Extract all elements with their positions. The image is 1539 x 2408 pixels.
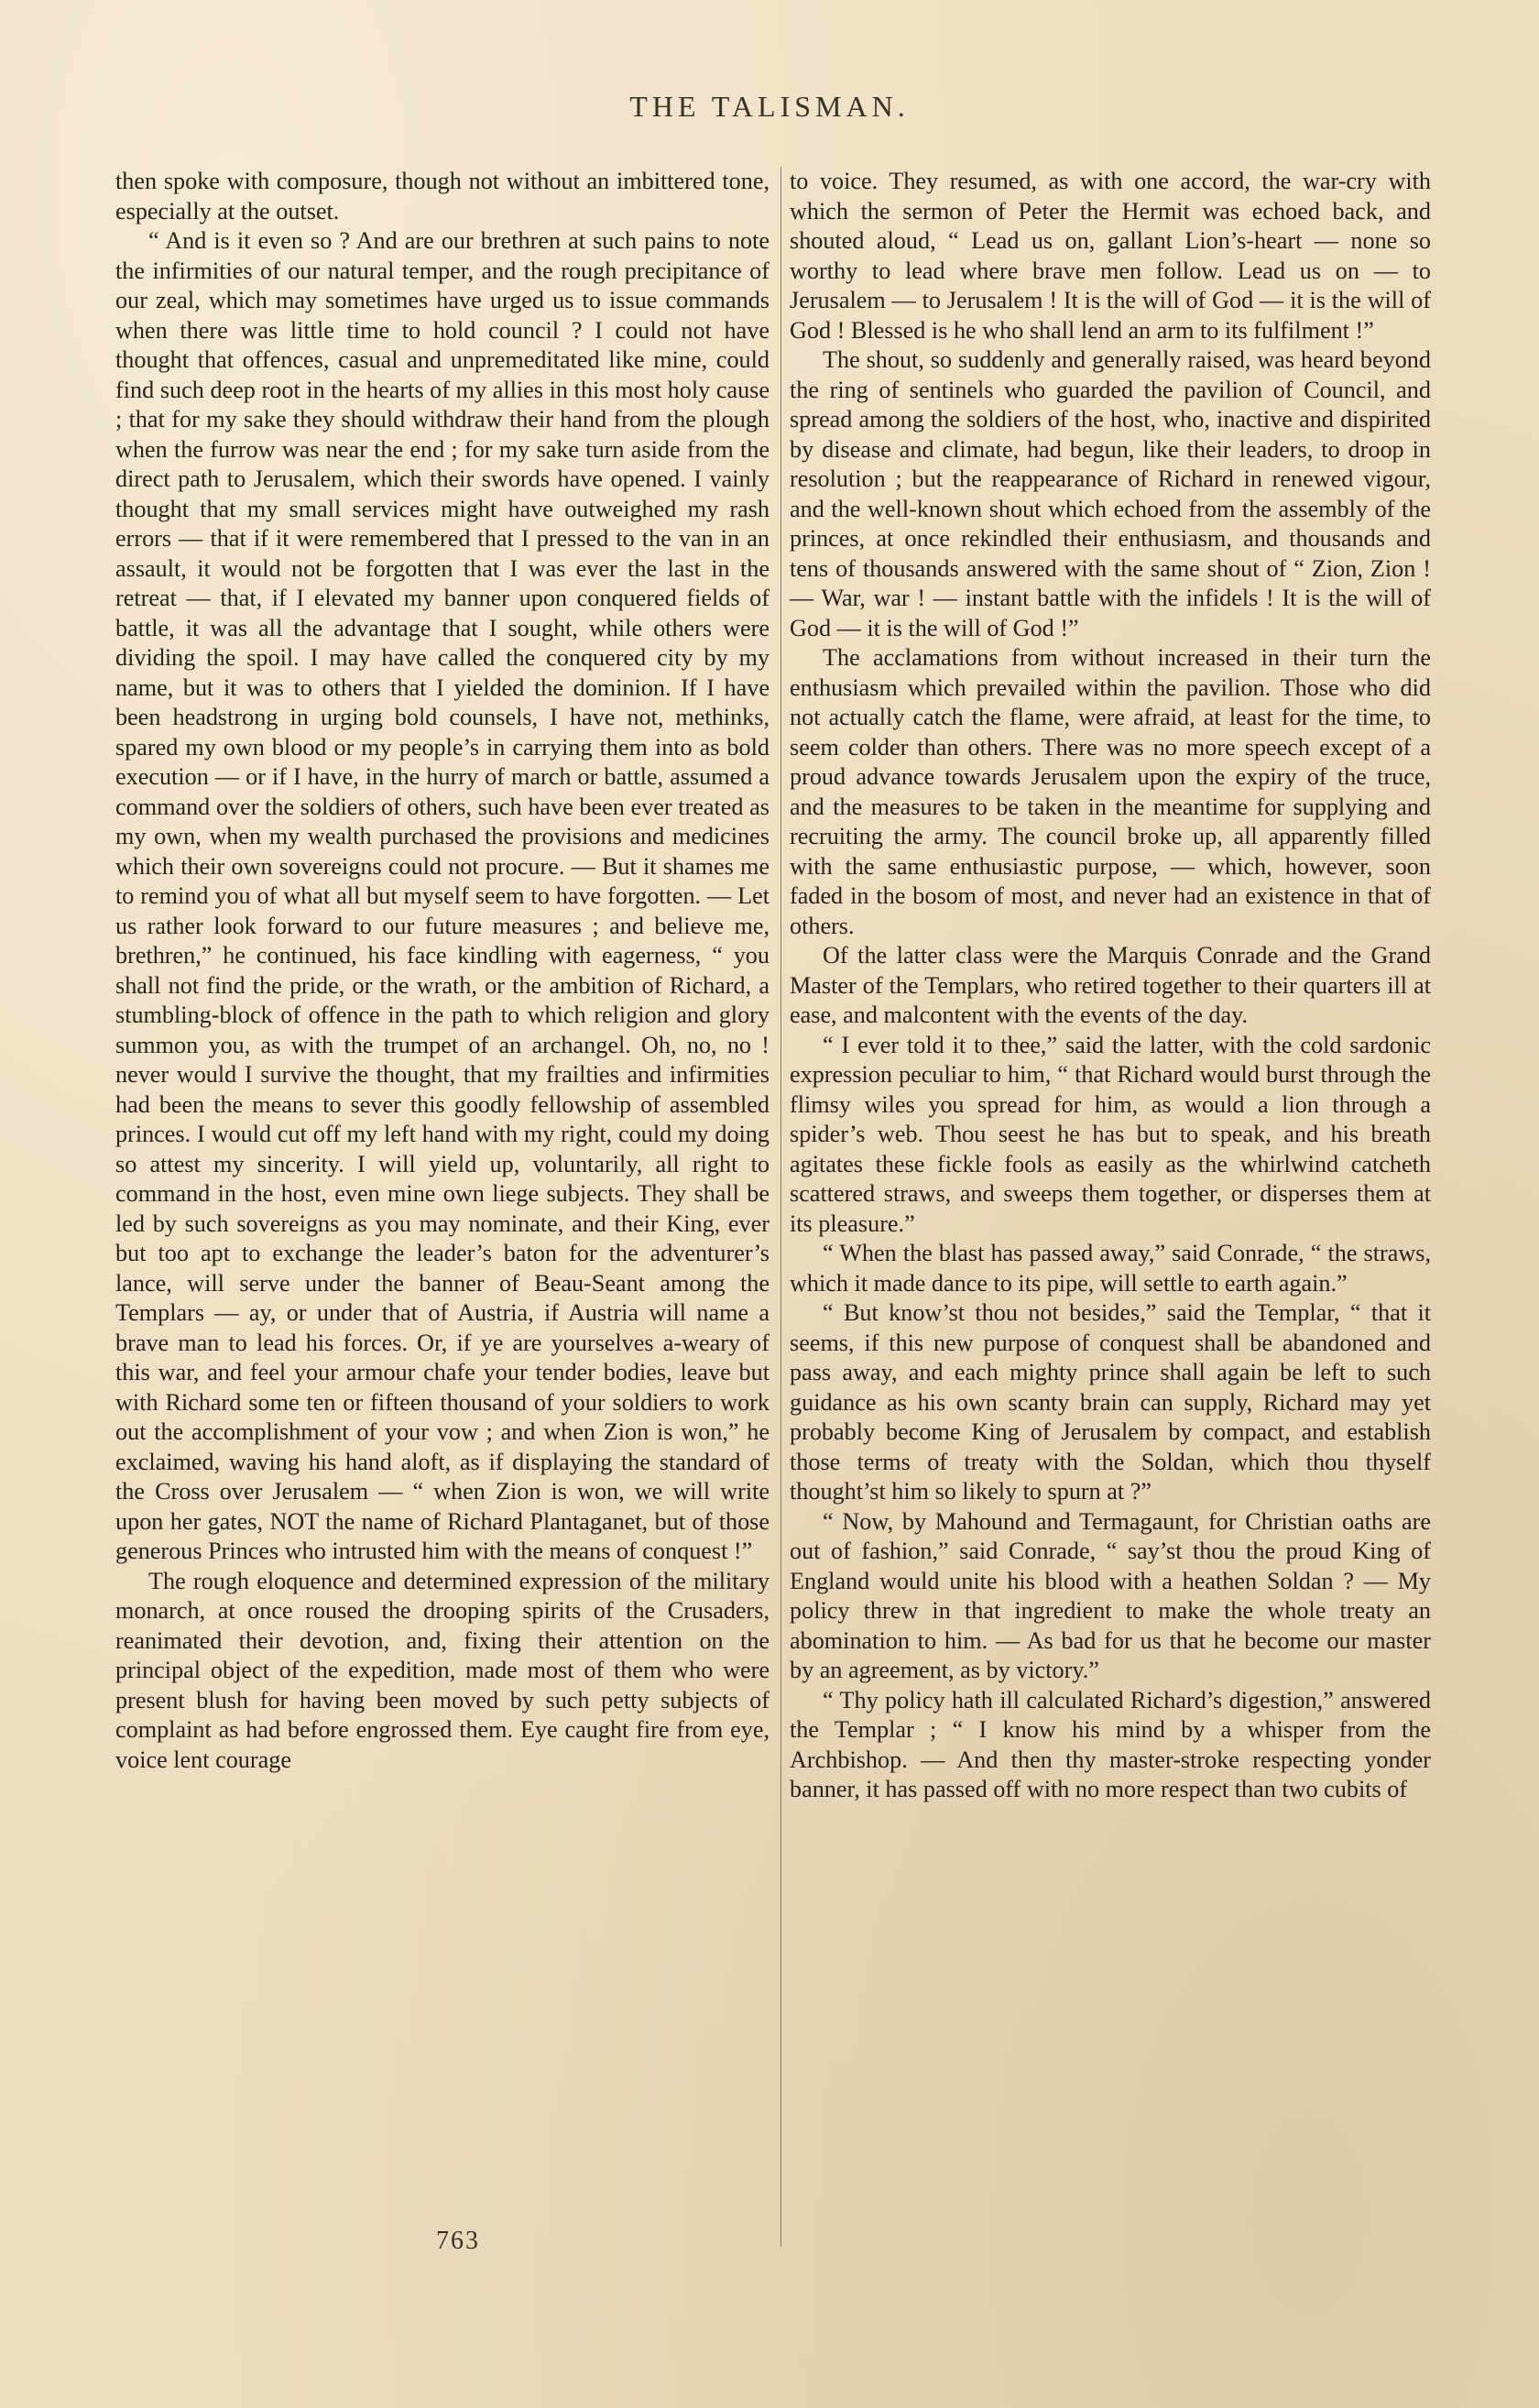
paragraph: The acclamations from without increased in their turn the enthusiasm which prevailed within the pavilion. Those who did not actually catch the flame, were afraid, at least for the time, to seem colder than others. There was no more speech except of a proud advance towards Jerusalem upon the expiry of the truce, and the measures to be taken in the meantime for supplying and recruiting the army. The council broke up, all apparently filled with the same enthusiastic purpose, — which, however, soon faded in the bosom of most, and never had an existence in that of others. [790, 644, 1431, 939]
paragraph: to voice. They resumed, as with one accord, the war-cry with which the sermon of Peter the Hermit was echoed back, and shouted aloud, “ Lead us on, gallant Lion’s-heart — none so worthy to lead where brave men follow. Lead us on — to Jerusalem — to Jerusalem ! It is the will of God — it is the will of God ! Blessed is he who shall lend an arm to its fulfilment !” [790, 168, 1431, 344]
page-number: 763 [436, 2227, 480, 2255]
right-column [790, 167, 1431, 1805]
paragraph: “ And is it even so ? And are our brethren at such pains to note the infirmities of our natural temper, and the rough precipitance of our zeal, which may sometimes have urged us to issue commands when there was little time to hold council ? I could not have thought that offences, casual and unpremeditated like mine, could find such deep root in the hearts of my allies in this most holy cause ; that for my sake they should withdraw their hand from the plough when the furrow was near the end ; for my sake turn aside from the direct path to Jerusalem, which their swords have opened. I vainly thought that my small services might have outweighed my rash errors — that if it were remembered that I pressed to the van in an assault, it would not be forgotten that I was ever the last in the retreat — that, if I elevated my banner upon conquered fields of battle, it was all the advantage that I sought, while others were dividing the spoil. I may have called the conquered city by my name, but it was to others that I yielded the dominion. If I have been headstrong in urging bold counsels, I have not, methinks, spared my own blood or my people’s in carrying them into as bold execution — or if I have, in the hurry of march or battle, assumed a command over the soldiers of others, such have been ever treated as my own, when my wealth purchased the provisions and medicines which their own sovereigns could not procure. — But it shames me to remind you of what all but myself seem to have forgotten. — Let us rather look forward to our future measures ; and believe me, brethren,” he continued, his face kindling with eagerness, “ you shall not find the pride, or the wrath, or the ambition of Richard, a stumbling-block of offence in the path to which religion and glory summon you, as with the trumpet of an archangel. Oh, no, no ! never would I survive the thought, that my frailties and infirmities had been the means to sever this goodly fellowship of assembled princes. I would cut off my left hand with my right, could my doing so attest my sincerity. I will yield up, voluntarily, all right to command in the host, even mine own liege subjects. They shall be led by such sovereigns as you may nominate, and their King, ever but too apt to exchange the leader’s baton for the adventurer’s lance, will serve under the banner of Beau-Seant among the Templars — ay, or under that of Austria, if Austria will name a brave man to lead his forces. Or, if ye are yourselves a-weary of this war, and feel your armour chafe your tender bodies, leave but with Richard some ten or fifteen thousand of your soldiers to work out the accomplishment of your vow ; and when Zion is won,” he exclaimed, waving his hand aloft, as if displaying the standard of the Cross over Jerusalem — “ when Zion is won, we will write upon her gates, NOT the name of Richard Plantaganet, but of those generous Princes who intrusted him with the means of conquest !” [115, 227, 770, 1564]
running-title: THE TALISMAN. [629, 90, 910, 123]
paragraph: “ Thy policy hath ill calculated Richard’s digestion,” answered the Templar ; “ I know his mind by a whisper from the Archbishop. — And then thy master-stroke respecting yonder banner, it has passed off with no more respect than two cubits of [790, 1686, 1431, 1802]
paragraph: “ When the blast has passed away,” said Conrade, “ the straws, which it made dance to its pipe, will settle to earth again.” [790, 1240, 1431, 1297]
paragraph: “ But know’st thou not besides,” said the Templar, “ that it seems, if this new purpose of conquest shall be abandoned and pass away, and each mighty prince shall again be left to such guidance as his own scanty brain can supply, Richard may yet probably become King of Jerusalem by compact, and establish those terms of treaty with the Soldan, which thou thyself thought’st him so likely to spurn at ?” [790, 1299, 1431, 1505]
left-column [115, 167, 770, 1775]
paragraph: “ Now, by Mahound and Termagaunt, for Christian oaths are out of fashion,” said Conrade, “ say’st thou the proud King of England would unite his blood with a heathen Soldan ? — My policy threw in that ingredient to make the whole treaty an abomination to him. — As bad for us that he become our master by an agreement, as by victory.” [790, 1507, 1431, 1683]
column-divider [780, 167, 781, 2247]
paragraph: The shout, so suddenly and generally raised, was heard beyond the ring of sentinels who guarded the pavilion of Council, and spread among the soldiers of the host, who, inactive and dispirited by disease and climate, had begun, like their leaders, to droop in resolution ; but the reappearance of Richard in renewed vigour, and the well-known shout which echoed from the assembly of the princes, at once rekindled their enthusiasm, and thousands and tens of thousands answered with the same shout of “ Zion, Zion ! — War, war ! — instant battle with the infidels ! It is the will of God — it is the will of God !” [790, 346, 1431, 641]
paragraph: then spoke with composure, though not without an imbittered tone, especially at the outset. [115, 168, 770, 224]
paragraph: Of the latter class were the Marquis Conrade and the Grand Master of the Templars, who retired together to their quarters ill at ease, and malcontent with the events of the day. [790, 942, 1431, 1028]
paragraph: The rough eloquence and determined expression of the military monarch, at once roused the drooping spirits of the Crusaders, reanimated their devotion, and, fixing their attention on the principal object of the expedition, made most of them who were present blush for having been moved by such petty subjects of complaint as had before engrossed them. Eye caught fire from eye, voice lent courage [115, 1567, 770, 1773]
paragraph: “ I ever told it to thee,” said the latter, with the cold sardonic expression peculiar to him, “ that Richard would burst through the flimsy wiles you spread for him, as would a lion through a spider’s web. Thou seest he has but to speak, and his breath agitates these fickle fools as easily as the whirlwind catcheth scattered straws, and sweeps them together, or disperses them at its pleasure.” [790, 1031, 1431, 1237]
